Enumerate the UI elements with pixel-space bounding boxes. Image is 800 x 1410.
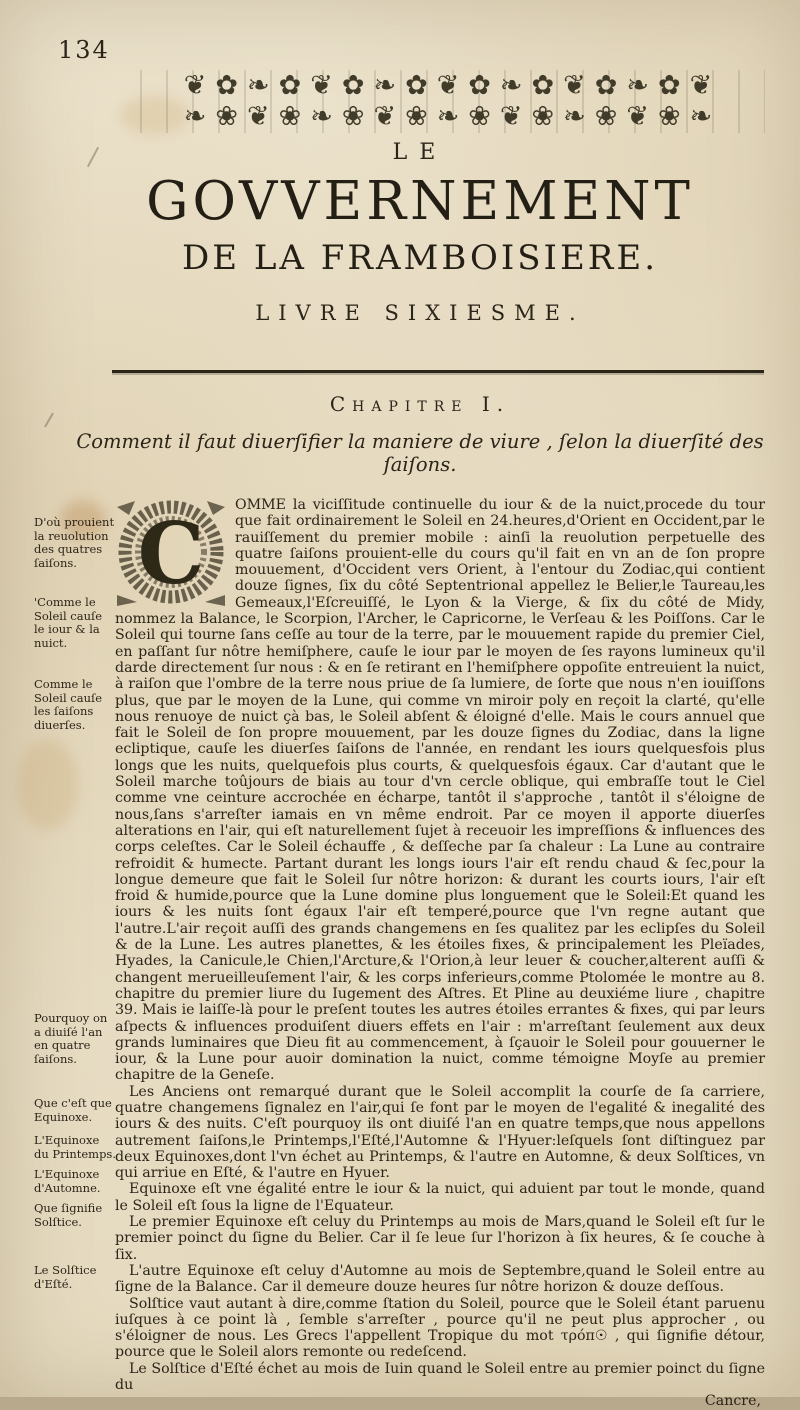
- paragraph: Solſtice vaut autant à dire,comme ſtation du Soleil, pource que le Soleil étant paruenu iuſques à ce point là , ſemble s'arreſter , pource qu'il ne peut plus approcher , ou s'éloigner de nous. Les Grecs l'appellent Tropique du mot τρόπ☉ , qui ſignifie détour, pource que le Soleil alors remonte ou redeſcend.: [115, 1295, 765, 1361]
- margin-note: Le Solſtice d'Eſté.: [34, 1263, 97, 1291]
- body-text: [115, 497, 765, 1410]
- margin-note: L'Equinoxe du Printemps.: [34, 1133, 116, 1161]
- drop-cap-letter: C: [137, 504, 205, 603]
- section-rule: [112, 370, 764, 373]
- chapter-subtitle: Comment il faut diuerſifier la maniere de viure , ſelon la diuerſité des ſaiſons.: [76, 430, 764, 476]
- margin-note: Comme le Soleil cauſe les ſaiſons diuerſes.: [34, 677, 103, 732]
- margin-note: Pourquoy on a diuiſé l'an en quatre ſaiſons.: [34, 1011, 108, 1066]
- margin-note: L'Equinoxe d'Automne.: [34, 1167, 101, 1195]
- paragraph: [115, 497, 765, 1084]
- paragraph: Les Anciens ont remarqué durant que le Soleil accomplit la courſe de ſa carriere, quatre changemens ſignalez en l'air,qui ſe font par le moyen de l'egalité & inegalité des iours & des nuits. C'eſt pourquoy ils ont diuiſé l'an en quatre temps,que nous appellons autrement ſaiſons,le Printemps,l'Eſté,l'Automne & l'Hyuer:leſquels ſont diſtinguez par deux Equinoxes,dont l'vn échet au Printemps, & l'autre en Automne, & deux Solſtices, vn qui arriue en Eſté, & l'autre en Hyuer.: [115, 1083, 765, 1182]
- catchword: Cancre,: [704, 1393, 761, 1410]
- title-block: [70, 140, 770, 325]
- margin-note: Que ſignifie Solſtice.: [34, 1201, 103, 1229]
- half-title: LE: [392, 140, 448, 165]
- paragraph: Le premier Equinoxe eſt celuy du Printemps au mois de Mars,quand le Soleil eſt ſur le premier poinct du ſigne du Belier. Car il ſe leue ſur l'horizon à ſix heures, & ſe couche à ſix.: [115, 1214, 765, 1263]
- paper-stain: [18, 740, 78, 830]
- drop-cap-woodcut: [115, 499, 227, 607]
- paragraph: L'autre Equinoxe eſt celuy d'Automne au mois de Septembre,quand le Soleil entre au ſigne de la Balance. Car il demeure douze heures ſur nôtre horizon & douze deſſous.: [115, 1262, 765, 1296]
- headband-ornament-row: ❧❀❦❀❧❀❦❀❧❀❦❀❧❀❦❀❧: [183, 101, 722, 132]
- drop-cap-wreath-icon: [115, 499, 227, 607]
- chapter-heading: Chapitre I.: [329, 392, 511, 416]
- page-number: 134: [58, 36, 110, 64]
- book-sub-title: DE LA FRAMBOISIERE.: [181, 238, 659, 278]
- book-part-title: LIVRE SIXIESME.: [255, 301, 585, 325]
- paragraph: Equinoxe eſt vne égalité entre le iour & la nuict, qui aduient par tout le monde, quand le Soleil eſt ſous la ligne de l'Equateur.: [115, 1181, 765, 1214]
- margin-note: Que c'eſt que Equinoxe.: [34, 1096, 112, 1124]
- margin-note: 'Comme le Soleil cauſe le iour & la nuict.: [34, 595, 103, 650]
- paragraph-text: OMME la viciſſitude continuelle du iour & de la nuict,procede du tour que fait ordinairement le Soleil en 24.heures,d'Orient en Occident,par le rauiſſement du premier mobile : ainſi la reuolution perpetuelle des quatre ſaiſons prouient-elle du cours qu'il fait en vn an de ſon propre mouuement, d'Occident vers Orient, à l'entour du Zodiac,qui contient douze ſignes, ſix du côté Septentrional appellez le Belier,le Taureau,les Gemeaux,l'Eſcreuiſſé, le Lyon & la Vierge, & ſix du côté de Midy, nommez la Balance, le Scorpion, l'Archer, le Capricorne, le Verſeau & les Poiſſons. Car le Soleil qui tourne ſans ceſſe au tour de la terre, par le mouuement rapide du premier Ciel, en paſſant ſur nôtre hemiſphere, cauſe le iour par le moyen de ſes rayons lumineux qu'il darde directement ſur nous : & en ſe retirant en l'hemiſphere oppoſite entreuient la nuict, à raiſon que l'ombre de la terre nous priue de ſa lumiere, de ſorte que nous n'en iouiſſons plus, que par le moyen de la Lune, qui comme vn miroir poly en reçoit la clarté, qu'elle nous renuoye de nuict çà bas, le Soleil abſent & éloigné d'elle. Mais le cours annuel que fait le Soleil de ſon propre mouuement, par les douze ſignes du Zodiac, dans la ligne ecliptique, cauſe les diuerſes ſaiſons de l'année, en rendant les iours quelquesfois plus longs que les nuits, quelquefois plus courts, & quelquesfois égaux. Car d'autant que le Soleil marche toûjours de biais au tour d'vn cercle oblique, qui embraſſe tout le Ciel comme vne ceinture accrochée en écharpe, tantôt il s'approche , tantôt il s'éloigne de nous,ſans s'arreſter iamais en vn même endroit. Par ce moyen il apporte diuerſes alterations en l'air, qui eſt naturellement ſujet à receuoir les impreſſions & influences des corps celeſtes. Car le Soleil échauffe , & deſſeche par ſa chaleur : La Lune au contraire refroidit & humecte. Partant durant les longs iours l'air eſt rendu chaud & ſec,pour la longue demeure que fait le Soleil ſur nôtre horizon: & durant les courts iours, l'air eſt froid & humide,pource que la Lune domine plus longuement que le Soleil:Et quand les iours & les nuits ſont égaux l'air eſt temperé,pource que l'vn regne autant que l'autre.L'air reçoit auſſi des grands changemens en ſes qualitez par les eclipſes du Soleil & de la Lune. Les autres planettes, & les étoiles fixes, & principalement les Pleïades, Hyades, la Canicule,le Chien,l'Arcture,& l'Orion,à leur leuer & coucher,alterent auſſi & changent merueilleuſement l'air, & les corps inferieurs,comme Ptolomée le montre au 8. chapitre du premier liure du Iugement des Aſtres. Et Pline au deuxiéme liure , chapitre 39. Mais ie laiſſe-là pour le preſent toutes les autres étoiles errantes & fixes, qui par leurs aſpects & influences produiſent diuers effets en l'air : m'arreſtant ſeulement aux deux grands luminaires que Dieu fit au commencement, à ſçauoir le Soleil pour gouuerner le iour, & la Lune pour auoir domination la nuict, comme témoigne Moyſe au premier chapitre de la Geneſe.: [115, 497, 765, 1084]
- book-main-title: GOVVERNEMENT: [146, 171, 694, 232]
- headband-ornament-row: ❦✿❧✿❦✿❧✿❦✿❧✿❦✿❧✿❦: [183, 70, 722, 101]
- ornamental-headband: [140, 70, 765, 133]
- margin-note: D'où prouient la reuolution des quatres ſaiſons.: [34, 515, 115, 570]
- paragraph: Le Solſtice d'Eſté échet au mois de Iuin quand le Soleil entre au premier poinct du ſigne du: [115, 1360, 765, 1394]
- pen-mark: [44, 413, 54, 428]
